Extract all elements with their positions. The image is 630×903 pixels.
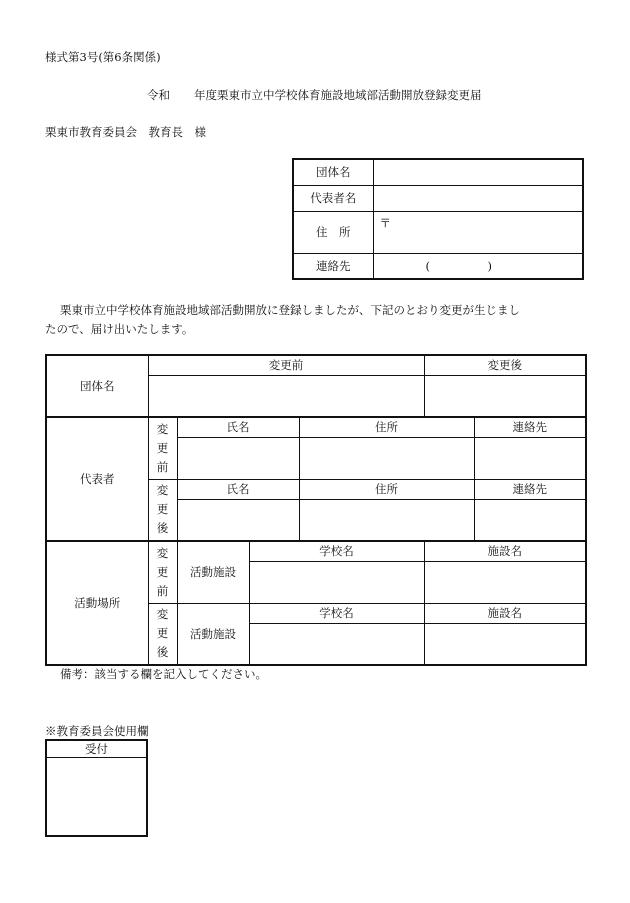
group-after-header: 変更後	[424, 355, 586, 375]
group-name-before-field[interactable]	[148, 375, 424, 417]
rep-after-address-header: 住所	[299, 479, 474, 499]
rep-before-address-field[interactable]	[299, 437, 474, 479]
office-use-label: ※教育委員会使用欄	[45, 724, 149, 738]
change-representative-label: 代表者	[46, 417, 148, 541]
rep-after-name-header: 氏名	[177, 479, 299, 499]
representative-name-label: 代表者名	[293, 185, 373, 211]
contact-field[interactable]	[373, 253, 583, 279]
group-name-after-field[interactable]	[424, 375, 586, 417]
activity-after-school-field[interactable]	[249, 623, 424, 665]
representative-before-vertical-label: 変 更 前	[148, 417, 177, 479]
body-text-line1: 栗東市立中学校体育施設地域部活動開放に登録しましたが、下記のとおり変更が生じまし	[60, 303, 520, 317]
addressee: 栗東市教育委員会 教育長 様	[45, 125, 206, 139]
address-label: 住 所	[293, 211, 373, 253]
activity-after-vertical-label: 変 更 後	[148, 603, 177, 665]
representative-name-field[interactable]	[373, 185, 583, 211]
address-field[interactable]	[373, 211, 583, 253]
group-name-label: 団体名	[293, 159, 373, 185]
representative-after-vertical-label: 変 更 後	[148, 479, 177, 541]
activity-after-facility-header: 施設名	[424, 603, 586, 623]
activity-after-facility-label: 活動施設	[177, 603, 249, 665]
change-activity-place-label: 活動場所	[46, 541, 148, 665]
rep-before-address-header: 住所	[299, 417, 474, 437]
activity-after-school-header: 学校名	[249, 603, 424, 623]
rep-after-name-field[interactable]	[177, 499, 299, 541]
change-group-name-label: 団体名	[46, 355, 148, 417]
rep-after-address-field[interactable]	[299, 499, 474, 541]
rep-after-contact-header: 連絡先	[474, 479, 586, 499]
contact-parens: ( )	[425, 258, 492, 273]
activity-before-school-field[interactable]	[249, 561, 424, 603]
rep-before-name-header: 氏名	[177, 417, 299, 437]
received-stamp-field[interactable]	[46, 758, 147, 837]
rep-after-contact-field[interactable]	[474, 499, 586, 541]
activity-before-vertical-label: 変 更 前	[148, 541, 177, 603]
activity-before-facility-field[interactable]	[424, 561, 586, 603]
rep-before-contact-header: 連絡先	[474, 417, 586, 437]
note-text: 備考：該当する欄を記入してください。	[60, 667, 267, 681]
office-use-table	[45, 739, 148, 837]
activity-before-facility-header: 施設名	[424, 541, 586, 561]
era-label: 令和	[147, 88, 170, 102]
rep-before-contact-field[interactable]	[474, 437, 586, 479]
activity-after-facility-field[interactable]	[424, 623, 586, 665]
postal-mark: 〒	[379, 215, 391, 230]
contact-label: 連絡先	[293, 253, 373, 279]
activity-before-school-header: 学校名	[249, 541, 424, 561]
change-table	[45, 354, 587, 666]
activity-before-facility-label: 活動施設	[177, 541, 249, 603]
group-name-field[interactable]	[373, 159, 583, 185]
group-before-header: 変更前	[148, 355, 424, 375]
document-title: 年度栗東市立中学校体育施設地域部活動開放登録変更届	[194, 88, 482, 102]
body-text-line2: たので、届け出いたします。	[45, 322, 194, 336]
received-label: 受付	[46, 740, 147, 758]
form-number: 様式第3号(第6条関係)	[45, 50, 161, 64]
rep-before-name-field[interactable]	[177, 437, 299, 479]
applicant-info-table	[292, 158, 584, 280]
